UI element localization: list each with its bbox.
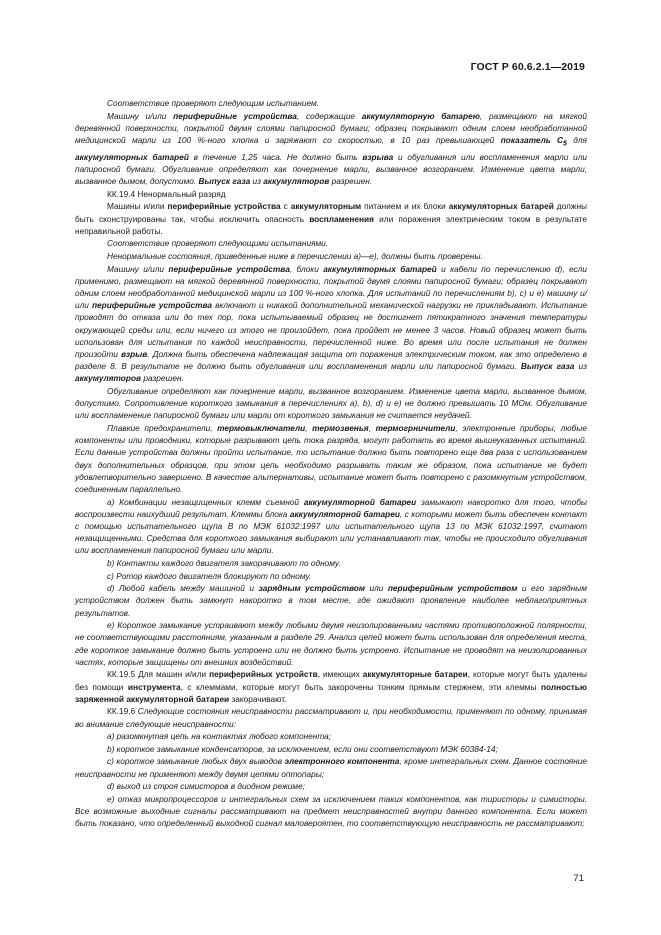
list-item: с) Ротор каждого двигателя блокируют по одному. <box>107 570 312 581</box>
list-item: а) разомкнутая цепь на контактах любого компонента; <box>107 731 332 742</box>
list-item: с) короткое замыкание любых двух выводов электронного компонента, кроме интегральных схем. Данное состояние неисправности не применяют между двумя цепями оптопары; <box>75 756 587 779</box>
list-item: d) выход из строя симисторов в диодном режиме; <box>107 781 305 792</box>
paragraph: Соответствие проверяют следующим испытанием. <box>107 98 319 108</box>
list-item: b) Контакты каждого двигателя закорачивают по одному. <box>107 558 341 569</box>
page-number: 71 <box>573 873 584 884</box>
paragraph: Плавкие предохранители, термовыключатели, термозвенья, термогрничители, электронные приборы, любые компоненты или проводники, которые разрывают цепь тока разряда, могут работать во время вышеуказанных испытаний. Если данные устройства должны пройти испытание, то испытание должно быть повторено еще два раза с использованием двух дополнительных образцов, при этом цепь необходимо разрывать таким же образом, пока испытание не будет удовлетворительно завершено. В качестве альтернативы, испытание может быть повторено с разомкнутым устройством, соединенным параллельно. <box>75 423 587 495</box>
document-body <box>75 97 587 829</box>
paragraph: Машины и/или периферийные устройства с аккумуляторным питанием и их блоки аккумуляторных батарей должны быть сконструированы так, чтобы исключить опасность воспламенения или поражения электрическим током в результате неправильной работы. <box>75 201 587 236</box>
clause-paragraph: КК.19.6 Следующие состояния неисправности рассматривают и, при необходимости, применяют по одному, принимая во внимание следующие неисправности: <box>75 706 587 729</box>
clause-paragraph: КК.19.5 Для машин и/или периферийных устройств, имеющих аккумуляторные батареи, которые могут быть удалены без помощи инструмента, с клеммами, которые могут быть закорочены тонким прямым стержнем, эти клеммы полностью заряженной аккумуляторной батареи закорачивают. <box>75 669 587 704</box>
list-item: а) Комбинации незащищенных клемм съемной аккумуляторной батареи замыкают накоротко для того, чтобы воспроизвести наихудший результат. Клеммы блока аккумуляторной батареи, с которыми может быть обеспечен контакт с помощью испытательного щупа В по МЭК 61032:1997 или испытательного щупа 13 по МЭК 61032:1997, считают незащищенными. Средства для короткого замыкания выбирают или устанавливают так, чтобы не происходило обугливания или воспламенения папиросной бумаги или марли. <box>75 496 587 556</box>
paragraph: Машину и/или периферийные устройства, блоки аккумуляторных батарей и кабели по перечислению d), если применимо, размещают на мягкой деревянной поверхности, покрытой двумя слоями папиросной бумаги; образец покрывают одним слоем необработанной медицинской марли из 100 %-ного хлопка. Для испытаний по перечислениям b), с) и е) машину и/или периферийные устройства включают и никакой дополнительной механической нагрузки не прикладывают. Испытание проводят до отказа или до тех пор, пока испытываемый образец не достигнет пятикратного значения температуры окружающей среды или, если ничего из этого не произойдет, пока пройдет не менее 3 часов. Новый образец может быть использован для испытания по каждой неисправности, перечисленной ниже. Во время или после испытания не должен произойти взрыв. Должна быть обеспечена надлежащая защита от поражения электрическим током, как это определено в разделе 8. В результате не должно быть обугливания или воспламенения марли или папиросной бумаги. Выпуск газа из аккумуляторов разрешен. <box>75 263 587 384</box>
list-item: е) отказ микропроцессоров и интегральных схем за исключением таких компонентов, как тиристоры и симисторы. Все возможные выходные сигналы рассматривают на предмет неисправностей внутри данного компонента. Если может быть показано, что определенный выходной сигнал маловероятен, то соответствующую неисправность не рассматривают; <box>75 793 587 829</box>
list-item: е) Короткое замыкание устраивают между любыми двумя неизолированными частями противоположной полярности, не соответствующими расстояниям, указанным в разделе 29. Анализ цепей может быть использован для определения места, где короткое замыкание должно быть устроено или не должно быть устроено. Испытание не проводят на неизолированных частях, которые защищены от внешних воздействий. <box>75 620 587 667</box>
clause-heading: КК.19.4 Ненормальный разряд <box>107 188 226 199</box>
list-item: d) Любой кабель между машиной и зарядным устройством или периферийным устройством и его зарядным устройством должен быть замкнут накоротко в том месте, где ожидают проявление наиболее неблагоприятных результатов. <box>75 583 587 618</box>
paragraph: Соответствие проверяют следующими испытаниями. <box>107 238 329 249</box>
list-item: b) короткое замыкание конденсаторов, за исключением, если они соответствуют МЭК 60384-14; <box>107 743 498 754</box>
paragraph: Обугливание определяют как почернение марли, вызванное возгоранием. Изменение цвета марли, вызванное дымом, допустимо. Сопротивление короткого замыкания в перечислениях а), b), d) и е) не должно превышать 10 МОм. Обугливание или воспламенение папиросной бумаги или марли от короткого замыкания не считается неудачей. <box>75 386 587 421</box>
paragraph: Машину и/или периферийные устройства, содержащие аккумуляторную батарею, размещают на мягкой деревянной поверхности, покрытой двумя слоями папиросной бумаги; образец покрывают одним слоем необработанной медицинской марли из 100 %-ного хлопка и заряжают со скоростью, в 10 раз превышающей показатель $C_5$ для аккумуляторных батарей в течение 1,25 часа. Не должно быть взрыва и обугливания или воспламенения марли или папиросной бумаги. Обугливание определяют как почернение марли, вызванное возгоранием. Изменение цвета марли, вызванное дымом, допустимо. Выпуск газа из аккумуляторов разрешен. <box>75 110 587 187</box>
paragraph: Ненормальные состояния, приведенные ниже в перечислении а)—е), должны быть проверены. <box>107 251 483 262</box>
document-header-standard-number: ГОСТ Р 60.6.2.1—2019 <box>470 61 585 73</box>
